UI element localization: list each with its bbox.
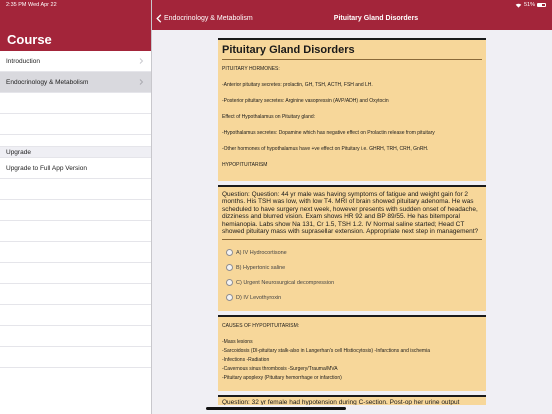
blank-row xyxy=(0,242,151,263)
navbar xyxy=(152,0,552,30)
text-line: Effect of Hypothalamus on Pituitary gland: xyxy=(222,114,316,120)
question-text: Question: Question: 44 yr male was having symptoms of fatigue and weight gain for 2 months. His TSH was low, with low T4. MRI of brain showed pituitary adenoma. He was scheduled to have surgery next week, however presents with sudden onset of headache, dizziness and blurred vision. Exam shows HR 92 and BP 89/55. He has bitemporal hemianopia. Labs show Na 131, Cr 1.5, TSH 1.2. IV Normal saline started; Head CT showed pituitary mass with suprasellar extension. Appropriate next step in management? xyxy=(222,191,482,240)
sidebar-item-label: Introduction xyxy=(6,57,40,65)
upgrade-item-label: Upgrade to Full App Version xyxy=(6,164,87,172)
blank-row xyxy=(0,179,151,200)
blank-row xyxy=(0,114,151,135)
answer-option-b[interactable] xyxy=(222,260,482,275)
chevron-right-icon xyxy=(137,78,145,86)
blank-row xyxy=(0,135,151,147)
question-card xyxy=(218,395,486,405)
option-label: C) Urgent Neurosurgical decompression xyxy=(236,279,335,286)
text-line: -Pituitary apoplexy (Pituitary hemorrhage or infarction) xyxy=(222,375,342,382)
main-pane xyxy=(152,0,552,414)
card-title: Pituitary Gland Disorders xyxy=(222,44,482,60)
text-line: -Posterior pituitary secretes: Arginine vasopressin (AVP/ADH) and Oxytocin xyxy=(222,98,389,104)
status-right xyxy=(515,2,546,8)
text-line: -Mass lesions xyxy=(222,339,253,346)
radio-icon xyxy=(226,279,233,286)
text-line: PITUITARY HORMONES: xyxy=(222,66,280,72)
radio-icon xyxy=(226,249,233,256)
option-label: B) Hypertonic saline xyxy=(236,264,286,271)
status-time: 2:35 PM Wed Apr 22 xyxy=(6,2,57,8)
content-scroll[interactable] xyxy=(218,38,486,409)
text-line: -Cavernous sinus thrombosis -Surgery/Trauma/MVA xyxy=(222,366,338,373)
nav-title: Pituitary Gland Disorders xyxy=(333,15,419,22)
answer-option-d[interactable] xyxy=(222,290,482,305)
home-indicator[interactable] xyxy=(206,407,346,410)
answer-option-c[interactable] xyxy=(222,275,482,290)
section-header-upgrade: Upgrade xyxy=(0,147,151,158)
blank-row xyxy=(0,284,151,305)
sidebar-title: Course xyxy=(7,32,52,47)
radio-icon xyxy=(226,294,233,301)
text-line: -Hypothalamus secretes: Dopamine which has negative effect on Prolactin release from pituitary xyxy=(222,130,435,136)
battery-percent: 51% xyxy=(523,2,535,8)
wifi-icon xyxy=(515,3,522,8)
question-card xyxy=(218,185,486,311)
intro-card xyxy=(218,38,486,181)
sidebar-item-label: Endocrinology & Metabolism xyxy=(6,78,89,86)
battery-icon xyxy=(537,3,546,7)
blank-row xyxy=(0,305,151,326)
text-line: CAUSES OF HYPOPITUITARISM: xyxy=(222,323,300,330)
blank-row xyxy=(0,326,151,347)
blank-row xyxy=(0,263,151,284)
option-label: A) IV Hydrocortisone xyxy=(236,249,287,256)
text-line: -Sarcoidosis (DI-pituitary stalk-also in Langerhan's cell Histiocytosis) -Infarctions and ischemia xyxy=(222,348,430,355)
upgrade-item[interactable] xyxy=(0,158,151,179)
radio-icon xyxy=(226,264,233,271)
blank-row xyxy=(0,200,151,221)
text-line: -Infections -Radiation xyxy=(222,357,270,364)
text-line: -Other hormones of hypothalamus have +ve effect on Pituitary i.e. GHRH, TRH, CRH, GnRH. xyxy=(222,146,429,152)
blank-row xyxy=(0,347,151,368)
chevron-right-icon xyxy=(137,57,145,65)
text-line: HYPOPITUITARISM xyxy=(222,162,268,168)
question-text: Question: 32 yr female had hypotension during C-section. Post-op her urine output xyxy=(222,399,460,406)
sidebar xyxy=(0,0,152,414)
text-line: -Anterior pituitary secretes: prolactin, GH, TSH, ACTH, FSH and LH. xyxy=(222,82,373,88)
blank-row xyxy=(0,221,151,242)
sidebar-item-endocrinology[interactable] xyxy=(0,72,151,93)
option-label: D) IV Levothyroxin xyxy=(236,294,282,301)
back-label: Endocrinology & Metabolism xyxy=(164,15,253,22)
causes-card xyxy=(218,315,486,391)
answer-option-a[interactable] xyxy=(222,245,482,260)
sidebar-header xyxy=(0,0,151,51)
blank-row xyxy=(0,93,151,114)
sidebar-item-introduction[interactable] xyxy=(0,51,151,72)
